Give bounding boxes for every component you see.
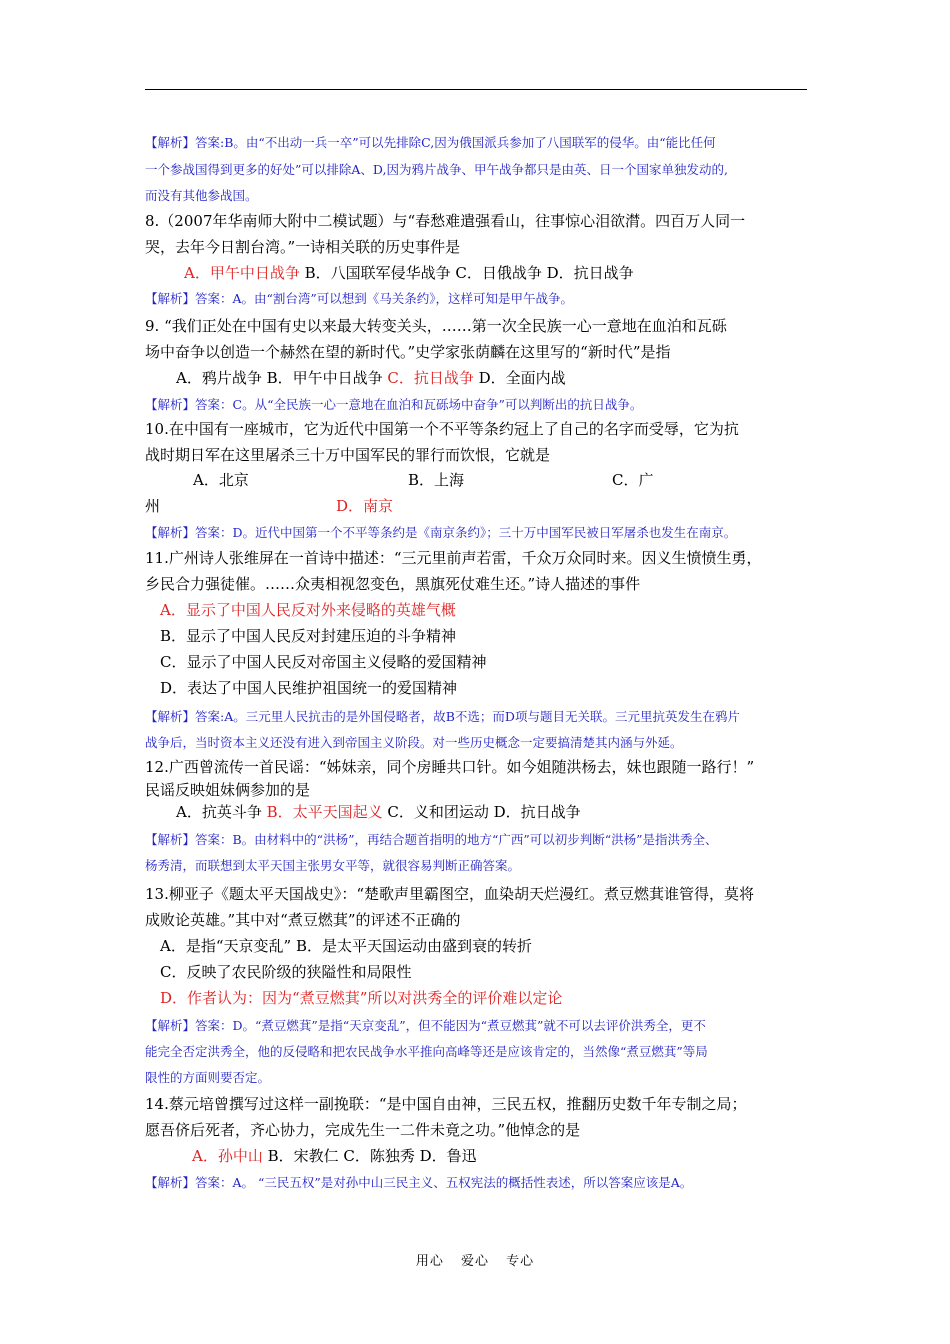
options-a-b: A．是指“天京变乱” B．是太平天国运动由盛到衰的转折: [160, 937, 532, 955]
option-d: D．表达了中国人民维护祖国统一的爱国精神: [160, 679, 458, 697]
other-options: C．义和团运动 D．抗日战争: [382, 803, 581, 821]
analysis-line: 【解析】答案：B。由材料中的“洪杨”，再结合题首指明的地方“广西”可以初步判断“洪杨”是指洪秀全、: [145, 832, 718, 847]
analysis-line: 【解析】答案:B。由“不出动一兵一卒”可以先排除C,因为俄国派兵参加了八国联军的侵华。由“能比任何: [145, 135, 716, 150]
correct-option: D．南京: [336, 497, 394, 515]
analysis-line: 一个参战国得到更多的好处”可以排除A、D,因为鸦片战争、甲午战争都只是由英、日一个国家单独发动的,: [145, 162, 728, 177]
correct-option: D．作者认为：因为“煮豆燃萁”所以对洪秀全的评价难以定论: [160, 989, 563, 1007]
other-options: B．八国联军侵华战争 C．日俄战争 D．抗日战争: [299, 264, 634, 282]
header-rule: [145, 89, 807, 90]
analysis-line: 【解析】答案：C。从“全民族一心一意地在血泊和瓦砾场中奋争”可以判断出的抗日战争。: [145, 397, 643, 412]
footer-word: 专心: [506, 1254, 535, 1269]
analysis-line: 限性的方面则要否定。: [145, 1070, 271, 1085]
question-13-cont: 成败论英雄。”其中对“煮豆燃萁”的评述不正确的: [145, 911, 461, 929]
question-14: 14.蔡元培曾撰写过这样一副挽联：“是中国自由神，三民五权，推翻历史数千年专制之局；: [145, 1095, 747, 1113]
question-12-options: [176, 801, 581, 823]
question-9-cont: 场中奋争以创造一个赫然在望的新时代。”史学家张荫麟在这里写的“新时代”是指: [145, 343, 671, 361]
option-c: C．显示了中国人民反对帝国主义侵略的爱国精神: [160, 653, 487, 671]
other-options: D．全面内战: [473, 369, 566, 387]
analysis-line: 杨秀清，而联想到太平天国主张男女平等，就很容易判断正确答案。: [145, 858, 521, 873]
analysis-line: 【解析】答案：A。由“割台湾”可以想到《马关条约》，这样可知是甲午战争。: [145, 291, 574, 306]
question-9: 9. “我们正处在中国有史以来最大转变关头，……第一次全民族一心一意地在血泊和瓦砾: [145, 317, 727, 335]
option-b: B．显示了中国人民反对封建压迫的斗争精神: [160, 627, 457, 645]
question-13: 13.柳亚子《题太平天国战史》：“楚歌声里霸图空，血染胡天烂漫红。煮豆燃萁谁管得，莫将: [145, 885, 755, 903]
other-options: B．宋教仁 C．陈独秀 D．鲁迅: [262, 1147, 477, 1165]
analysis-line: 能完全否定洪秀全，他的反侵略和把农民战争水平推向高峰等还是应该肯定的，当然像“煮豆燃萁”等局: [145, 1044, 708, 1059]
correct-option: B．太平天国起义: [266, 803, 383, 821]
question-8-options: [184, 262, 634, 284]
option-c: C．广: [612, 471, 654, 489]
question-11: 11.广州诗人张维屏在一首诗中描述：“三元里前声若雷，千众万众同时来。因义生愤愤生勇，: [145, 549, 762, 567]
question-10: 10.在中国有一座城市，它为近代中国第一个不平等条约冠上了自己的名字而受辱，它为抗: [145, 420, 739, 438]
correct-option: A．孙中山: [192, 1147, 263, 1165]
other-options: A．鸦片战争 B．甲午中日战争: [176, 369, 388, 387]
correct-option: A．甲午中日战争: [184, 264, 300, 282]
analysis-line: 【解析】答案：D。近代中国第一个不平等条约是《南京条约》；三十万中国军民被日军屠杀也发生在南京。: [145, 525, 737, 540]
analysis-line: 【解析】答案：D。“煮豆燃萁”是指“天京变乱”，但不能因为“煮豆燃萁”就不可以去评价洪秀全，更不: [145, 1018, 706, 1033]
correct-option: A．显示了中国人民反对外来侵略的英雄气概: [160, 601, 456, 619]
question-8: 8.（2007年华南师大附中二模试题）与“春愁难遣强看山，往事惊心泪欲潸。四百万人同一: [145, 212, 746, 230]
footer-word: 爱心: [460, 1254, 489, 1269]
analysis-line: 【解析】答案:A。三元里人民抗击的是外国侵略者，故B不选；而D项与题目无关联。三元里抗英发生在鸦片: [145, 709, 740, 724]
question-9-options: [176, 367, 566, 389]
option-a: A．北京: [193, 471, 249, 489]
option-c-cont: 州: [145, 497, 161, 515]
page-footer: [0, 1250, 950, 1269]
question-8-cont: 哭，去年今日割台湾。”一诗相关联的历史事件是: [145, 238, 461, 256]
option-c: C．反映了农民阶级的狭隘性和局限性: [160, 963, 412, 981]
question-12: 12.广西曾流传一首民谣：“姊妹亲，同个房睡共口针。如今姐随洪杨去，妹也跟随一路行！”: [145, 758, 755, 776]
analysis-line: 而没有其他参战国。: [145, 188, 258, 203]
question-14-options: [192, 1145, 477, 1167]
question-11-cont: 乡民合力强徒催。……众夷相视忽变色，黑旗死仗难生还。”诗人描述的事件: [145, 575, 641, 593]
correct-option: C．抗日战争: [387, 369, 474, 387]
question-14-cont: 愿吾侪后死者，齐心协力，完成先生一二件未竟之功。”他悼念的是: [145, 1121, 581, 1139]
question-12-cont: 民谣反映姐妹俩参加的是: [145, 781, 311, 799]
analysis-line: 【解析】答案：A。 “三民五权”是对孙中山三民主义、五权宪法的概括性表述，所以答案应该是A。: [145, 1175, 693, 1190]
question-10-cont: 战时期日军在这里屠杀三十万中国军民的罪行而饮恨，它就是: [145, 446, 551, 464]
option-b: B．上海: [408, 471, 465, 489]
analysis-line: 战争后，当时资本主义还没有进入到帝国主义阶段。对一些历史概念一定要搞清楚其内涵与外延。: [145, 735, 683, 750]
footer-word: 用心: [415, 1254, 444, 1269]
other-options: A．抗英斗争: [176, 803, 267, 821]
